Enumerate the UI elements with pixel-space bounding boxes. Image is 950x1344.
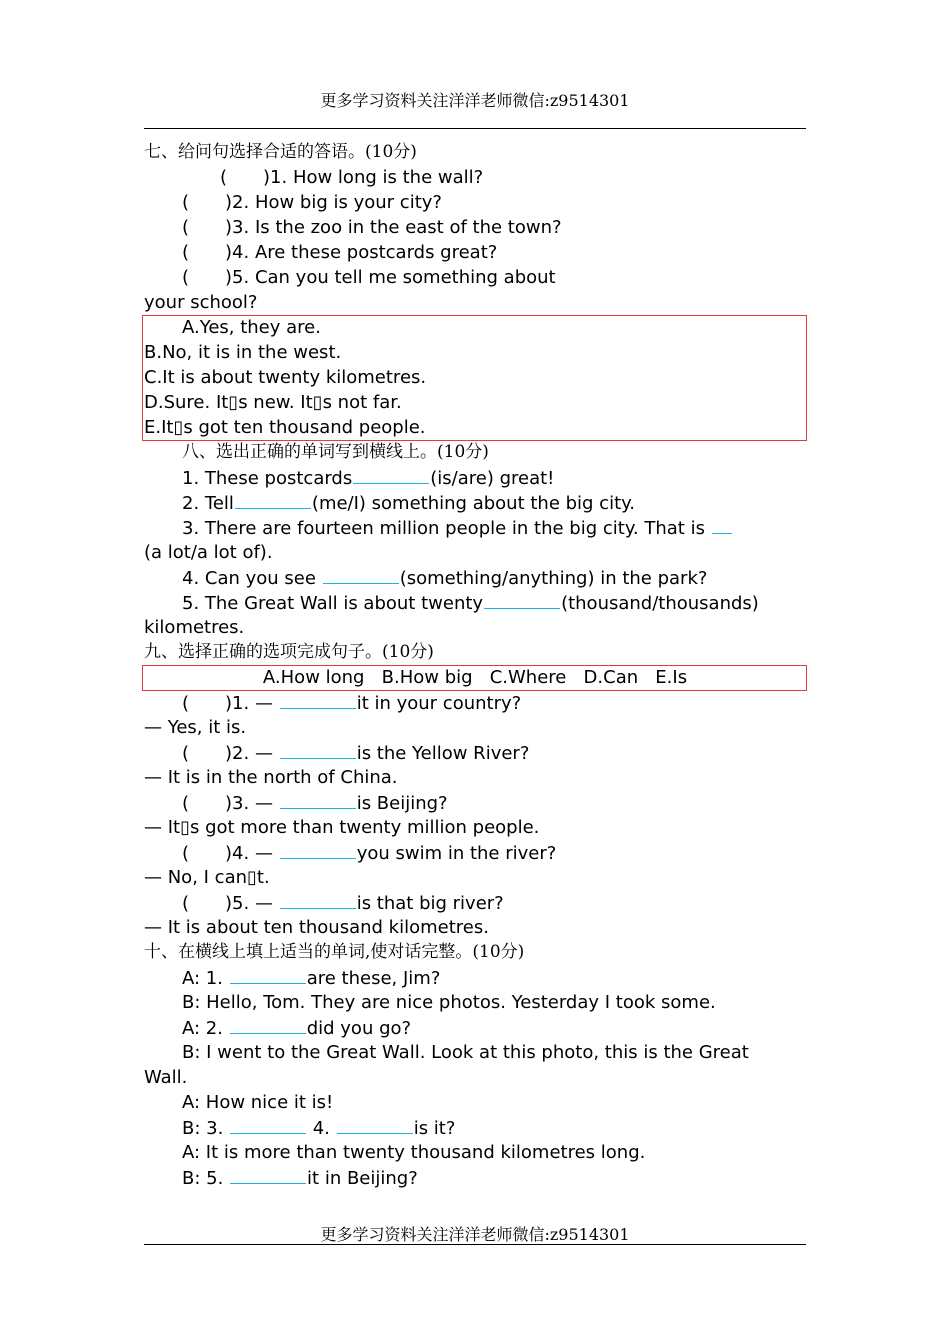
choice-question: ( )1. — it in your country? (144, 690, 844, 715)
answer-blank[interactable] (353, 465, 429, 484)
question: ( )1. How long is the wall? (220, 167, 484, 188)
fill-item: 5. The Great Wall is about twenty (thousand/thousands) (144, 590, 844, 615)
page-footer: 更多学习资料关注洋洋老师微信:z9514301 (320, 1225, 630, 1244)
section7-title: 七、给问句选择合适的答语。(10分) (144, 142, 417, 162)
choice-answer: — It▯s got more than twenty million people. (144, 817, 540, 838)
fill-item-continued: kilometres. (144, 617, 245, 638)
header-rule (144, 128, 806, 129)
dialogue-line: A: 2. did you go? (144, 1015, 844, 1040)
answer-option: B.No, it is in the west. (144, 342, 342, 363)
fill-item: 1. These postcards (is/are) great! (144, 465, 844, 490)
choice-question: ( )5. — is that big river? (144, 890, 844, 915)
choice-question: ( )2. — is the Yellow River? (144, 740, 844, 765)
question-continued: your school? (144, 292, 258, 313)
answer-blank[interactable] (230, 1165, 306, 1184)
fill-item: 4. Can you see (something/anything) in the park? (144, 565, 844, 590)
answer-blank[interactable] (280, 690, 356, 709)
dialogue-line: A: How nice it is! (182, 1092, 334, 1113)
fill-item: 2. Tell (me/I) something about the big city. (144, 490, 844, 515)
choice-answer: — It is in the north of China. (144, 767, 398, 788)
choice-answer: — No, I can▯t. (144, 867, 270, 888)
answer-option: D.Sure. It▯s new. It▯s not far. (144, 392, 402, 413)
fill-item-continued: (a lot/a lot of). (144, 542, 273, 563)
answer-option: E.It▯s got ten thousand people. (144, 417, 426, 438)
answer-option: A.Yes, they are. (182, 317, 321, 338)
answer-blank[interactable] (712, 515, 732, 534)
answer-blank[interactable] (230, 1115, 306, 1134)
choice-question: ( )4. — you swim in the river? (144, 840, 844, 865)
choice-options: A.How long B.How big C.Where D.Can E.Is (262, 667, 688, 688)
dialogue-line: B: Hello, Tom. They are nice photos. Yesterday I took some. (182, 992, 716, 1013)
answer-blank[interactable] (280, 840, 356, 859)
question: ( )5. Can you tell me something about (182, 267, 556, 288)
choice-answer: — It is about ten thousand kilometres. (144, 917, 489, 938)
question: ( )2. How big is your city? (182, 192, 442, 213)
dialogue-line: B: 5. it in Beijing? (144, 1165, 844, 1190)
page-header: 更多学习资料关注洋洋老师微信:z9514301 (320, 91, 630, 110)
dialogue-line: A: 1. are these, Jim? (144, 965, 844, 990)
section10-title: 十、在横线上填上适当的单词,使对话完整。(10分) (144, 942, 525, 962)
fill-item: 3. There are fourteen million people in the big city. That is (144, 515, 844, 540)
dialogue-line: B: 3. 4. is it? (144, 1115, 844, 1140)
choice-answer: — Yes, it is. (144, 717, 247, 738)
answer-blank[interactable] (235, 490, 311, 509)
answer-blank[interactable] (280, 890, 356, 909)
answer-blank[interactable] (280, 740, 356, 759)
section9-title: 九、选择正确的选项完成句子。(10分) (144, 642, 434, 662)
section8-title: 八、选出正确的单词写到横线上。(10分) (182, 442, 489, 462)
answer-blank[interactable] (323, 565, 399, 584)
question: ( )3. Is the zoo in the east of the town? (182, 217, 562, 238)
answer-blank[interactable] (337, 1115, 413, 1134)
answer-blank[interactable] (484, 590, 560, 609)
answer-blank[interactable] (230, 1015, 306, 1034)
dialogue-line: B: I went to the Great Wall. Look at this photo, this is the Great (182, 1042, 749, 1063)
footer-rule (144, 1244, 806, 1245)
choice-question: ( )3. — is Beijing? (144, 790, 844, 815)
answer-option: C.It is about twenty kilometres. (144, 367, 427, 388)
dialogue-line: A: It is more than twenty thousand kilometres long. (182, 1142, 646, 1163)
question: ( )4. Are these postcards great? (182, 242, 498, 263)
answer-blank[interactable] (230, 965, 306, 984)
dialogue-line-continued: Wall. (144, 1067, 188, 1088)
answer-blank[interactable] (280, 790, 356, 809)
